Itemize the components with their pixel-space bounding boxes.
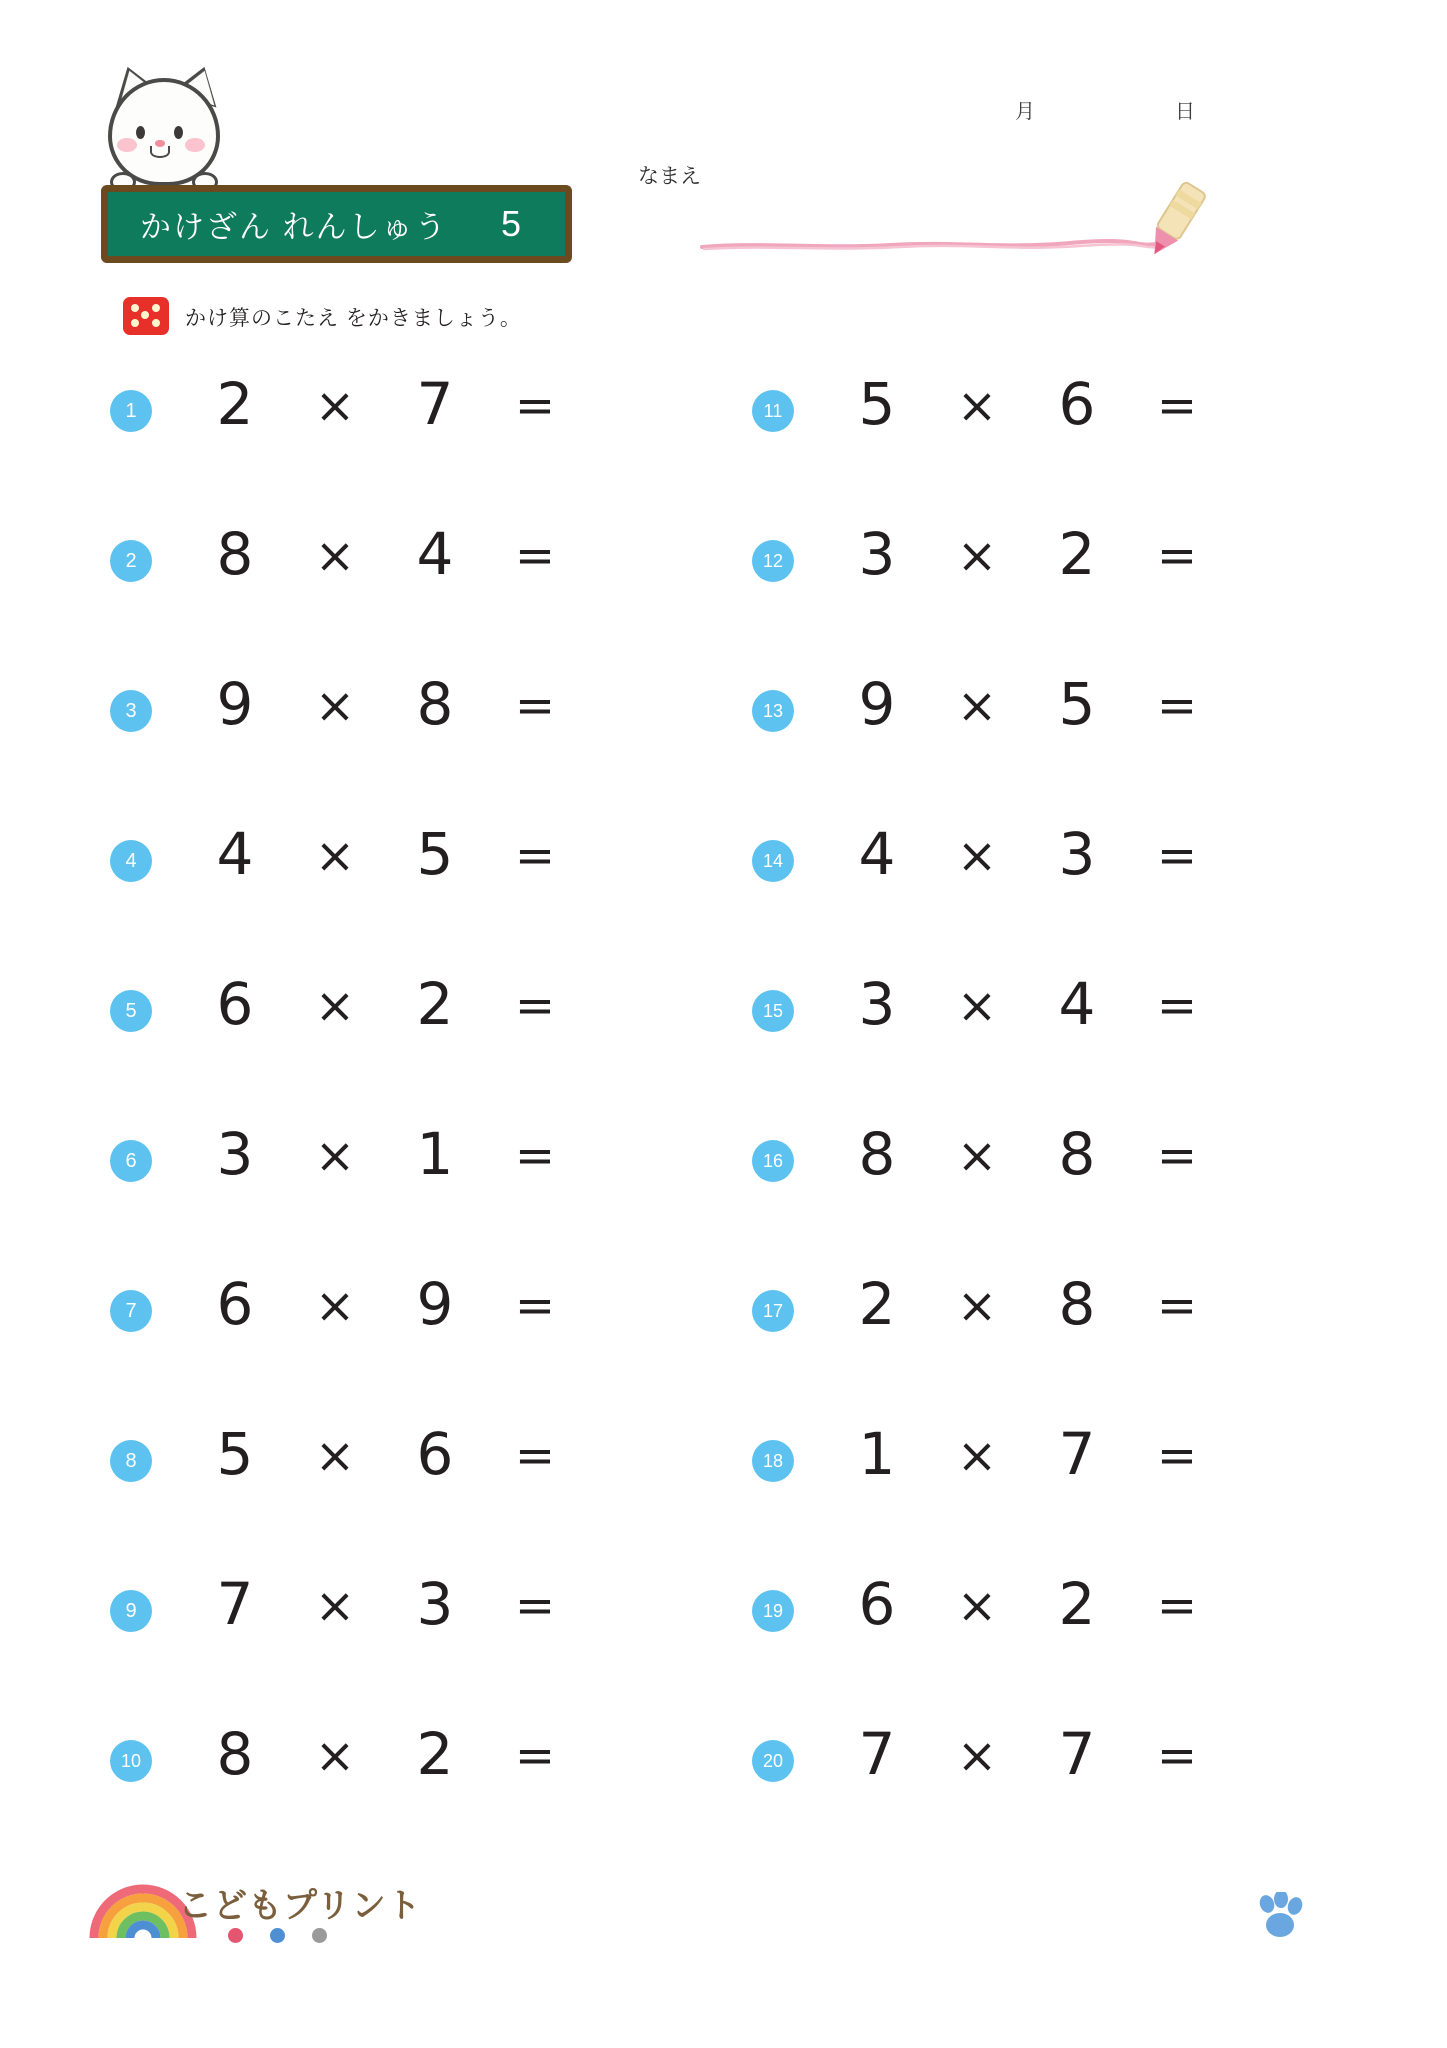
operand-a: 8 [216,520,254,588]
problem-row [752,1410,1392,1560]
multiply-icon: × [956,1278,998,1334]
problem-row [110,660,750,810]
problem-column-right [752,360,1392,1860]
multiply-icon: × [314,678,356,734]
date-month-label: 月 [1015,101,1035,123]
operand-b: 7 [1058,1420,1096,1488]
multiply-icon: × [956,978,998,1034]
multiply-icon: × [314,1128,356,1184]
operand-b: 6 [1058,370,1096,438]
problem-number: 3 [110,690,152,732]
date-day-label: 日 [1175,101,1195,123]
name-label: なまえ [638,165,701,188]
brand-dots [228,1928,348,1948]
problem-number: 19 [752,1590,794,1632]
problem-number: 20 [752,1740,794,1782]
equals-icon: = [1156,1578,1198,1634]
operand-b: 8 [1058,1270,1096,1338]
problem-row [752,510,1392,660]
title-board [101,185,572,263]
operand-b: 3 [1058,820,1096,888]
operand-b: 7 [1058,1720,1096,1788]
sheet-number: 5 [500,203,521,244]
operand-a: 3 [858,970,896,1038]
name-write-line [700,238,1160,252]
equals-icon: = [514,828,556,884]
multiply-icon: × [956,1578,998,1634]
instruction-text: かけ算のこたえ をかきましょう。 [185,307,522,330]
problem-row [110,1110,750,1260]
cat-mascot-icon [98,68,230,193]
problem-column-left [110,360,750,1860]
problem-number: 9 [110,1590,152,1632]
problem-row [752,1710,1392,1860]
multiply-icon: × [314,828,356,884]
operand-a: 6 [216,970,254,1038]
operand-a: 7 [216,1570,254,1638]
operand-b: 2 [1058,520,1096,588]
equals-icon: = [514,1278,556,1334]
multiply-icon: × [314,978,356,1034]
problem-number: 5 [110,990,152,1032]
multiply-icon: × [956,1728,998,1784]
problem-number: 7 [110,1290,152,1332]
operand-b: 3 [416,1570,454,1638]
equals-icon: = [1156,978,1198,1034]
problem-row [110,960,750,1110]
equals-icon: = [1156,828,1198,884]
brand-name: こどもプリント [178,1887,422,1925]
operand-a: 5 [216,1420,254,1488]
problem-number: 2 [110,540,152,582]
equals-icon: = [1156,378,1198,434]
operand-a: 6 [216,1270,254,1338]
problem-row [110,1260,750,1410]
problem-row [752,360,1392,510]
equals-icon: = [514,1728,556,1784]
operand-b: 7 [416,370,454,438]
equals-icon: = [514,1578,556,1634]
multiply-icon: × [314,1428,356,1484]
multiply-icon: × [314,1728,356,1784]
equals-icon: = [1156,1428,1198,1484]
operand-b: 9 [416,1270,454,1338]
problem-row [752,960,1392,1110]
equals-icon: = [1156,528,1198,584]
problem-row [110,1410,750,1560]
operand-b: 5 [1058,670,1096,738]
problem-number: 6 [110,1140,152,1182]
problem-number: 14 [752,840,794,882]
multiply-icon: × [956,828,998,884]
problem-row [110,510,750,660]
problem-row [110,1560,750,1710]
operand-a: 3 [216,1120,254,1188]
equals-icon: = [1156,1728,1198,1784]
equals-icon: = [514,378,556,434]
operand-a: 4 [858,820,896,888]
operand-b: 4 [1058,970,1096,1038]
operand-b: 2 [416,970,454,1038]
equals-icon: = [514,1428,556,1484]
operand-a: 8 [858,1120,896,1188]
paw-print-icon [1255,1892,1305,1940]
problem-number: 10 [110,1740,152,1782]
operand-b: 2 [416,1720,454,1788]
multiply-icon: × [314,1578,356,1634]
multiply-icon: × [956,1428,998,1484]
problem-row [752,1560,1392,1710]
operand-a: 8 [216,1720,254,1788]
problem-row [110,1710,750,1860]
operand-b: 4 [416,520,454,588]
operand-a: 9 [216,670,254,738]
page-title: かけざん れんしゅう [140,209,448,245]
problem-number: 8 [110,1440,152,1482]
worksheet-footer [0,1860,1447,1980]
problem-number: 11 [752,390,794,432]
operand-a: 3 [858,520,896,588]
operand-b: 1 [416,1120,454,1188]
problem-row [110,360,750,510]
operand-b: 5 [416,820,454,888]
problem-row [752,810,1392,960]
operand-b: 2 [1058,1570,1096,1638]
worksheet-header [0,0,1447,330]
operand-a: 6 [858,1570,896,1638]
operand-a: 4 [216,820,254,888]
operand-b: 8 [1058,1120,1096,1188]
operand-a: 9 [858,670,896,738]
problem-number: 16 [752,1140,794,1182]
operand-a: 1 [858,1420,896,1488]
problem-number: 17 [752,1290,794,1332]
operand-a: 2 [216,370,254,438]
problem-number: 1 [110,390,152,432]
operand-a: 2 [858,1270,896,1338]
problem-number: 18 [752,1440,794,1482]
operand-a: 5 [858,370,896,438]
multiply-icon: × [314,528,356,584]
equals-icon: = [514,1128,556,1184]
problem-number: 4 [110,840,152,882]
multiply-icon: × [314,378,356,434]
problem-row [110,810,750,960]
problem-row [752,1110,1392,1260]
equals-icon: = [1156,1128,1198,1184]
problem-number: 12 [752,540,794,582]
equals-icon: = [1156,1278,1198,1334]
operand-b: 6 [416,1420,454,1488]
problem-row [752,1260,1392,1410]
multiply-icon: × [956,378,998,434]
operand-a: 7 [858,1720,896,1788]
equals-icon: = [514,978,556,1034]
crayon-icon [1140,178,1210,264]
dice-icon [123,297,169,335]
problem-number: 15 [752,990,794,1032]
operand-b: 8 [416,670,454,738]
problem-number: 13 [752,690,794,732]
multiply-icon: × [956,1128,998,1184]
problem-row [752,660,1392,810]
multiply-icon: × [956,678,998,734]
equals-icon: = [514,528,556,584]
date-field [960,95,1290,135]
equals-icon: = [514,678,556,734]
equals-icon: = [1156,678,1198,734]
multiply-icon: × [314,1278,356,1334]
multiply-icon: × [956,528,998,584]
